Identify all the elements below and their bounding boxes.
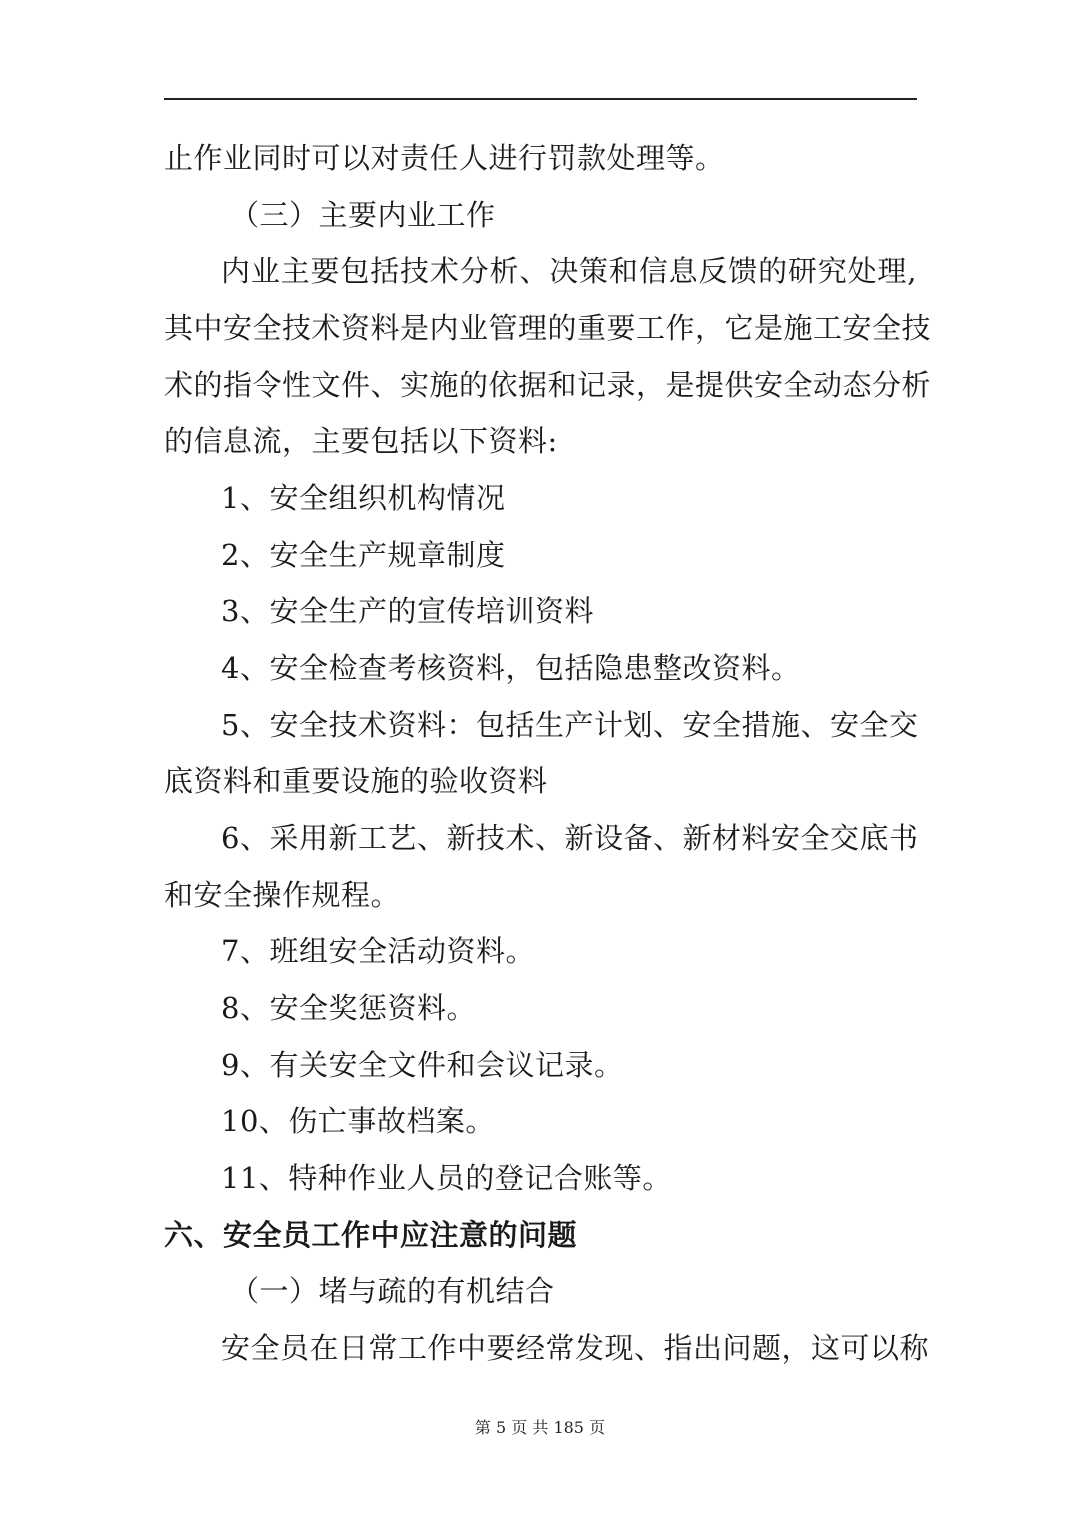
list-item: 3、安全生产的宣传培训资料 <box>221 594 594 628</box>
list-item: 9、有关安全文件和会议记录。 <box>221 1048 624 1082</box>
page-number-footer: 第 5 页 共 185 页 <box>474 1418 606 1437</box>
list-item-continuation: 和安全操作规程。 <box>164 878 401 912</box>
list-item: 7、班组安全活动资料。 <box>221 934 535 968</box>
list-item: 10、伤亡事故档案。 <box>221 1104 495 1138</box>
paragraph-line: 安全员在日常工作中要经常发现、指出问题，这可以称 <box>221 1331 930 1365</box>
list-item: 8、安全奖惩资料。 <box>221 991 476 1025</box>
section-heading: 六、安全员工作中应注意的问题 <box>164 1218 578 1252</box>
list-item: 1、安全组织机构情况 <box>221 481 506 515</box>
section-subheading: （一）堵与疏的有机结合 <box>230 1274 555 1308</box>
list-item: 4、安全检查考核资料，包括隐患整改资料。 <box>221 651 801 685</box>
paragraph-line: 内业主要包括技术分析、决策和信息反馈的研究处理, <box>221 254 917 288</box>
list-item: 5、安全技术资料：包括生产计划、安全措施、安全交 <box>221 708 919 742</box>
paragraph-line: 的信息流，主要包括以下资料: <box>164 424 558 458</box>
paragraph-line: 术的指令性文件、实施的依据和记录，是提供安全动态分析 <box>164 368 932 402</box>
section-subheading: （三）主要内业工作 <box>230 198 496 232</box>
header-rule <box>164 98 917 100</box>
list-item-continuation: 底资料和重要设施的验收资料 <box>164 764 548 798</box>
paragraph-line: 其中安全技术资料是内业管理的重要工作，它是施工安全技 <box>164 311 932 345</box>
list-item: 2、安全生产规章制度 <box>221 538 506 572</box>
paragraph-line: 止作业同时可以对责任人进行罚款处理等。 <box>164 141 725 175</box>
list-item: 6、采用新工艺、新技术、新设备、新材料安全交底书 <box>221 821 919 855</box>
list-item: 11、特种作业人员的登记合账等。 <box>221 1161 672 1195</box>
